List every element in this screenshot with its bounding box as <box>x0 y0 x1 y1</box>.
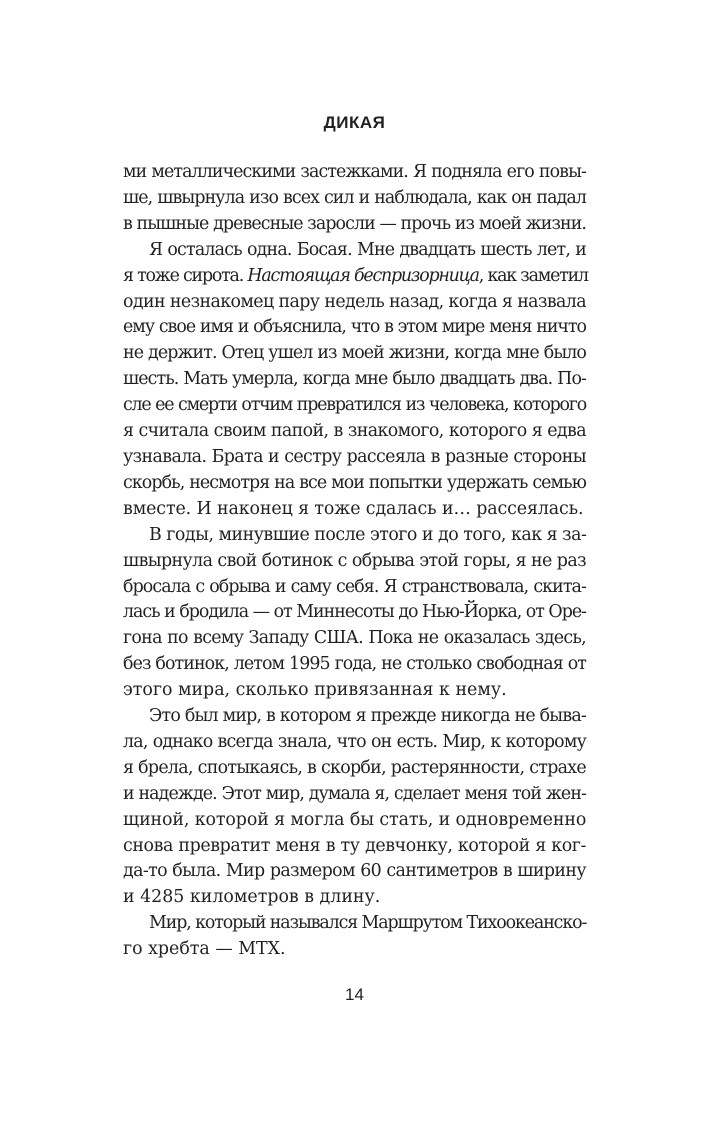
text-line: Я осталась одна. Босая. Мне двадцать шесть лет, и <box>149 239 586 260</box>
text-line: ше, швырнула изо всех сил и наблюдала, как он падал <box>123 187 586 208</box>
text-line: скорбь, несмотря на все мои попытки удержать семью <box>123 472 586 493</box>
text-line: я считала своим папой, в знакомого, которого я едва <box>123 421 586 442</box>
text-line: не держит. Отец ушел из моей жизни, когда мне было <box>123 343 586 364</box>
text-line: Мир, который назывался Маршрутом Тихоокеанско- <box>149 913 587 934</box>
text-line: снова превратит меня в ту девчонку, которой я ког- <box>123 835 586 856</box>
text-line: щиной, которой я могла бы стать, и одновременно <box>123 809 587 830</box>
text-line: сле ее смерти отчим превратился из человека, которого <box>123 395 586 416</box>
text-line: бросала с обрыва и саму себя. Я странствовала, скита- <box>123 576 586 597</box>
text-line: гона по всему Западу США. Пока не оказалась здесь, <box>123 628 586 649</box>
text-line: вместе. И наконец я тоже сдалась и… рассеялась. <box>123 498 584 519</box>
text-line: ла, однако всегда знала, что он есть. Мир, к которому <box>123 731 586 752</box>
text-line: ми металлическими застежками. Я подняла его повы- <box>123 162 586 182</box>
text-segment: я тоже сирота. <box>123 265 248 286</box>
text-line: да-то была. Мир размером 60 сантиметров в ширину <box>123 861 586 882</box>
text-line: швырнула свой ботинок с обрыва этой горы, я не раз <box>123 550 586 571</box>
text-line: в пышные древесные заросли — прочь из моей жизни. <box>123 213 587 234</box>
text-line: один незнакомец пару недель назад, когда я назвала <box>123 291 587 312</box>
text-line: я брела, спотыкаясь, в скорби, растерянности, страхе <box>123 757 586 778</box>
body-text <box>123 160 586 963</box>
running-head: ДИКАЯ <box>323 113 386 132</box>
text-line: Это был мир, в котором я прежде никогда не быва- <box>149 706 586 727</box>
text-line: шесть. Мать умерла, когда мне было двадцать два. По- <box>123 369 586 390</box>
page-number: 14 <box>345 985 364 1004</box>
text-line: этого мира, сколько привязанная к нему. <box>123 680 507 701</box>
text-line: без ботинок, летом 1995 года, не столько свободная от <box>123 654 586 675</box>
text-line: и надежде. Этот мир, думала я, сделает меня той жен- <box>123 783 586 804</box>
text-line: В годы, минувшие после этого и до того, как я за- <box>149 524 587 545</box>
text-line: ему свое имя и объяснила, что в этом мире меня ничто <box>123 317 586 338</box>
text-line: го хребта — МТХ. <box>123 939 286 960</box>
italic-phrase: Настоящая беспризорница <box>247 265 479 286</box>
text-line: узнавала. Брата и сестру рассеяла в разные стороны <box>123 446 586 467</box>
text-line: и 4285 километров в длину. <box>123 887 381 908</box>
text-line <box>123 264 586 290</box>
text-line: лась и бродила — от Миннесоты до Нью-Йорка, от Оре- <box>123 602 586 623</box>
text-segment: , как заметил <box>478 265 588 286</box>
